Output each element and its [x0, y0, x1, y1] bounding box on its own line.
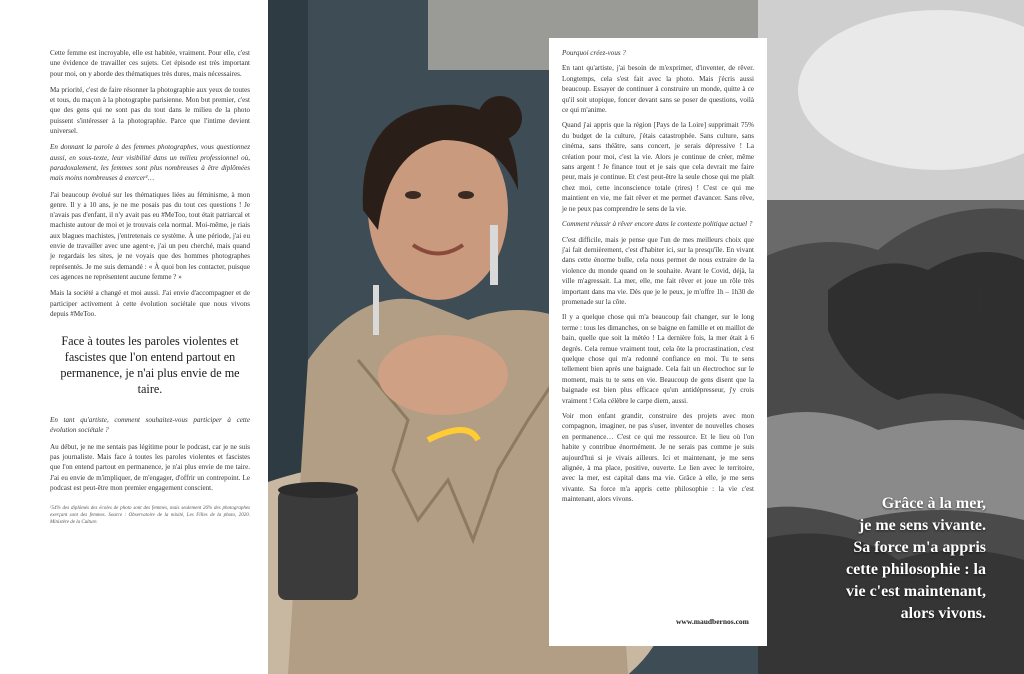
interview-question: Comment réussir à rêver encore dans le contexte politique actuel ? [562, 220, 753, 229]
quote-line: cette philosophie : la [846, 561, 986, 578]
footnote: ¹54% des diplômés des écoles de photo sont des femmes, mais seulement 26% des photographes exerçant sont des femmes. Source : Observatoire de la mixité, Les Filles de la photo, 2020. Ministère de la Culture. [50, 506, 250, 526]
website-link[interactable]: www.maudbernos.com [676, 617, 749, 626]
quote-line: je me sens vivante. [858, 517, 986, 534]
left-text-column [50, 48, 250, 532]
quote-line: Sa force m'a appris [853, 539, 986, 556]
paragraph: Voir mon enfant grandir, construire des projets avec mon compagnon, imaginer, ne pas s'user, inventer de nouvelles choses en permanence… C'est ce qui me ressource. Et le lieu où l'on habite y contribue énormément. Je ne serais pas comme je suis aujourd'hui si je vivais ailleurs. Ici et maintenant, je me sens alignée, à ma place, positive, ouverte. Le lien avec le territoire, avec la mer, est capital dans ma vie. Grâce à elle, je me sens vivante. Sa force m'a appris cette philosophie : la vie c'est maintenant, alors vivons. [562, 412, 754, 504]
paragraph: J'ai beaucoup évolué sur les thématiques liées au féminisme, à mon genre. Il y a 10 ans, je ne me posais pas du tout ces questions ! Je n'avais pas d'enfant, il n'y avait pas eu #MeToo, tout était patriarcal et machiste autour de moi et je trouvais cela normal. Moi-même, je riais aux blagues machistes, j'entretenais ce système. À une période, j'ai eu envie de travailler avec une agent·e, j'ai un peu cherché, mais quand je regardais les sites, je ne voyais que des hommes photographes représentés. Je me suis demandé : « À quoi bon les contacter, puisque ces agences ne représentent aucune femme ? » [50, 190, 250, 281]
paragraph: Cette femme est incroyable, elle est habitée, vraiment. Pour elle, c'est une évidence de travailler ces sujets. Cet épisode est très important pour moi, on y aborde des thématiques très dures, mais nécessaires. [50, 49, 250, 78]
paragraph: En tant qu'artiste, j'ai besoin de m'exprimer, d'inventer, de rêver. Longtemps, cela s'est fait avec la photo. Mais j'écris aussi beaucoup. Essayer de continuer à construire un monde, quitte à ce qu'il soit utopique, foncer devant sans se poser de questions, voilà ce qui m'anime. [562, 64, 754, 115]
card-text-column [562, 48, 754, 510]
left-page [0, 0, 268, 674]
quote-line: vie c'est maintenant, [846, 583, 986, 600]
overlay-quote [816, 493, 986, 625]
quote-line: Grâce à la mer, [881, 495, 986, 512]
pull-quote: Face à toutes les paroles violentes et fascistes que l'on entend partout en permanence, je n'ai plus envie de me taire. [60, 334, 240, 397]
interview-question: En donnant la parole à des femmes photographes, vous questionnez aussi, en sous-texte, leur visibilité dans un milieu professionnel où, paradoxalement, les femmes sont plus nombreuses à être diplômées mais moins nombreuses à exercer¹… [50, 143, 250, 183]
paragraph: Mais la société a changé et moi aussi. J'ai envie d'accompagner et de participer activement à cette évolution sociétale que nous vivons depuis #MeToo. [50, 289, 250, 318]
section-page-label: Culturelles | 85 [976, 284, 983, 325]
quote-line: alors vivons. [900, 605, 986, 622]
interview-question: En tant qu'artiste, comment souhaitez-vous participer à cette évolution sociétale ? [50, 416, 250, 435]
interview-question: Pourquoi créez-vous ? [562, 49, 626, 57]
paragraph: Ma priorité, c'est de faire résonner la photographie aux yeux de toutes et tous, du maçon à la photographe parisienne. Mon but premier, c'est que des gens qui ne sont pas du tout dans le milieu de la photo puissent s'intéresser à la photographie. Parce que l'intime devient universel. [50, 85, 250, 136]
paragraph: Au début, je ne me sentais pas légitime pour le podcast, car je ne suis pas journaliste. Mais face à toutes les paroles violentes et fascistes que l'on entend partout en permanence, je n'ai plus envie de me taire. J'ai eu envie de m'impliquer, de m'engager, d'offrir un contrepoint. Le podcast est peut-être mon premier engagement conscient. [50, 442, 250, 492]
interview-card [549, 38, 767, 646]
paragraph: Quand j'ai appris que la région [Pays de la Loire] supprimait 75% du budget de la culture, j'étais catastrophée. Sans culture, sans cinéma, sans théâtre, sans concert, je serais dépressive ! La création pour moi, c'est la vie. Alors je continue de créer, même sans argent ! Je finance tout et je sais que cela devrait me faire peur, mais je continue. Et c'est peut-être la seule chose qui me plaît chez moi, cette inconscience totale (rires) ! C'est ce qui me maintient en vie, me fait rêver et me permet d'avancer. Sans rêve, je ne peux pas comprendre le sens de la vie. [562, 121, 754, 213]
paragraph: Il y a quelque chose qui m'a beaucoup fait changer, sur le long terme : tous les dimanches, on se baigne en famille et en maillot de bain, quelle que soit la météo ! La dernière fois, la mer était à 6 degrés. Cela remue vraiment tout, cela ôte la procrastination, c'est quelque chose qui m'a redonné confiance en moi. Tu te sens tellement bien après une baignade. Cela fait un électrochoc sur le moment, mais tu te sens en vie. Beaucoup de gens disent que la baignade est bien plus efficace qu'un antidépresseur, j'y crois vraiment ! Cela célèbre le carpe diem, aussi. [562, 313, 754, 405]
paragraph: C'est difficile, mais je pense que l'un de mes meilleurs choix que j'ai fait dernièrement, c'est d'habiter ici, sur la presqu'île. En vivant dans cette énorme bulle, cela nous permet de nous extraire de la violence du monde quand on le souhaite. Avant le Covid, déjà, la ville m'agressait. La mer, elle, me fait rêver et joue un rôle très important dans ma vie. Dès que je le peux, je m'offre 1h – 1h30 de promenade sur la côte. [562, 235, 754, 306]
